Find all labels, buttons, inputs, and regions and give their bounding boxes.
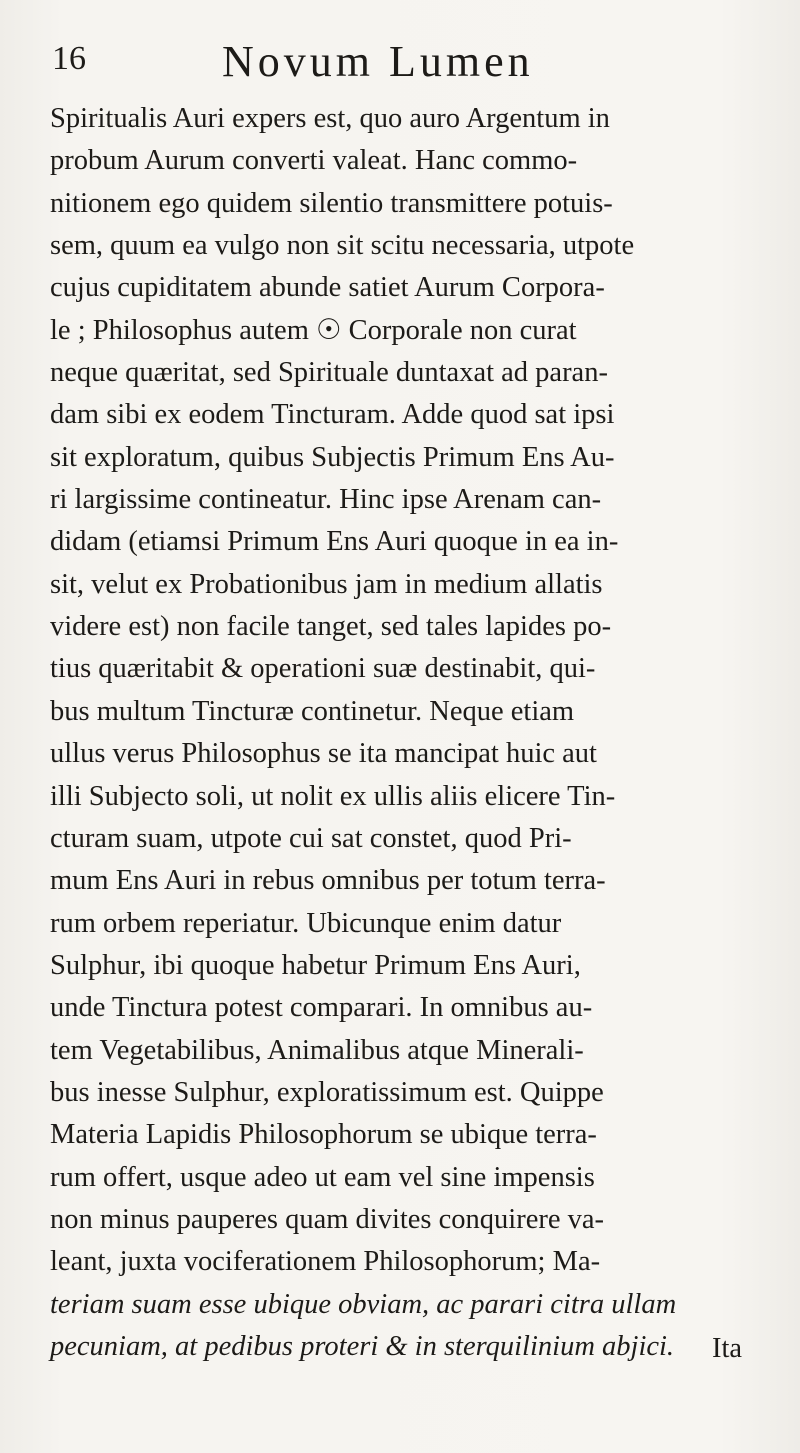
text-line: bus multum Tincturæ continetur. Neque etiam: [50, 695, 575, 727]
text-line: cturam suam, utpote cui sat constet, quod Pri-: [50, 822, 572, 854]
catchword: Ita: [712, 1333, 743, 1364]
italic-quote-line: teriam suam esse ubique obviam, ac parari citra ullam: [50, 1288, 677, 1320]
text-line: dam sibi ex eodem Tincturam. Adde quod sat ipsi: [50, 399, 615, 431]
text-line: sit exploratum, quibus Subjectis Primum Ens Au-: [50, 441, 615, 473]
text-line: Materia Lapidis Philosophorum se ubique terra-: [50, 1119, 597, 1151]
running-title: Novum Lumen: [222, 37, 534, 86]
text-line: tem Vegetabilibus, Animalibus atque Minerali-: [50, 1034, 584, 1066]
text-line: sit, velut ex Probationibus jam in medium allatis: [50, 568, 603, 600]
text-line: le ; Philosophus autem ☉ Corporale non curat: [50, 314, 577, 346]
page-header: [52, 36, 752, 86]
text-line: mum Ens Auri in rebus omnibus per totum terra-: [50, 865, 606, 897]
text-line: Sulphur, ibi quoque habetur Primum Ens Auri,: [50, 949, 581, 981]
text-line: cujus cupiditatem abunde satiet Aurum Corpora-: [50, 272, 605, 304]
text-line: probum Aurum converti valeat. Hanc commo-: [50, 145, 578, 177]
page-number: 16: [52, 40, 86, 77]
text-line: rum offert, usque adeo ut eam vel sine impensis: [50, 1161, 595, 1193]
text-line: sem, quum ea vulgo non sit scitu necessaria, utpote: [50, 230, 635, 262]
text-line: nitionem ego quidem silentio transmittere potuis-: [50, 187, 613, 219]
text-line: ri largissime contineatur. Hinc ipse Arenam can-: [50, 484, 602, 516]
text-line: unde Tinctura potest comparari. In omnibus au-: [50, 992, 593, 1024]
text-line: neque quæritat, sed Spirituale duntaxat ad paran-: [50, 357, 608, 389]
italic-quote-line: pecuniam, at pedibus proteri & in sterquilinium abjici.: [50, 1330, 675, 1362]
text-line: rum orbem reperiatur. Ubicunque enim datur: [50, 907, 562, 939]
text-line: leant, juxta vociferationem Philosophorum; Ma-: [50, 1246, 601, 1278]
text-line: illi Subjecto soli, ut nolit ex ullis aliis elicere Tin-: [50, 780, 616, 812]
text-line: videre est) non facile tanget, sed tales lapides po-: [50, 611, 612, 643]
body-text: [50, 98, 770, 1368]
text-line: didam (etiamsi Primum Ens Auri quoque in ea in-: [50, 526, 619, 558]
text-line: non minus pauperes quam divites conquirere va-: [50, 1203, 605, 1235]
text-line: bus inesse Sulphur, exploratissimum est. Quippe: [50, 1076, 604, 1108]
text-line: tius quæritabit & operationi suæ destinabit, qui-: [50, 653, 596, 685]
text-line: Spiritualis Auri expers est, quo auro Argentum in: [50, 103, 610, 134]
text-line: ullus verus Philosophus se ita mancipat huic aut: [50, 738, 597, 770]
